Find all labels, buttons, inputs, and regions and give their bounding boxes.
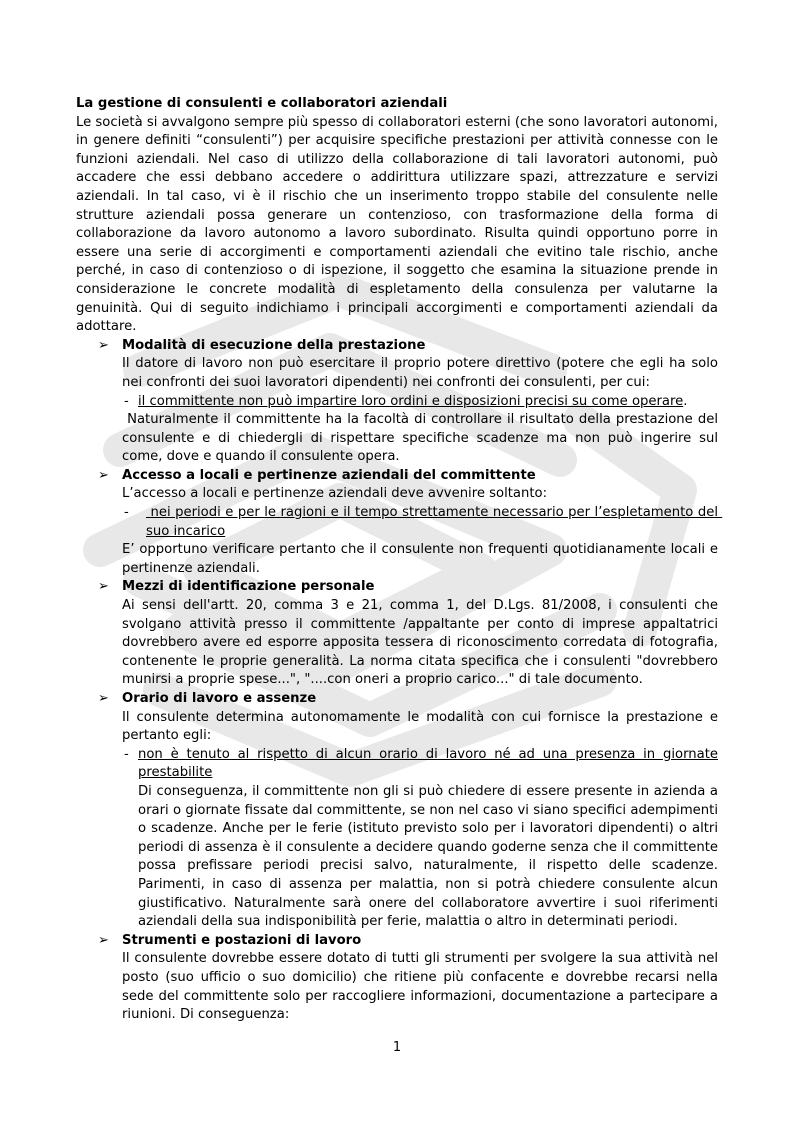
section-mezzi xyxy=(76,578,718,690)
section-heading xyxy=(98,578,718,597)
section-heading xyxy=(98,337,718,356)
dash-item-text: nei periodi e per le ragioni e il tempo strettamente necessario per l’espletamento del suo incarico xyxy=(146,505,723,539)
section-paragraph: Il consulente determina autonomamente le modalità con cui fornisce la prestazione e pertanto egli: xyxy=(122,709,718,744)
section-heading-text: Strumenti e postazioni di lavoro xyxy=(122,932,362,948)
section-orario xyxy=(76,690,718,932)
arrow-bullet-icon: ➢ xyxy=(98,579,109,595)
arrow-bullet-icon: ➢ xyxy=(98,467,109,483)
section-paragraph: Naturalmente il committente ha la facoltà di controllare il risultato della prestazione del consulente e di chiedergli di rispettare specifiche scadenze ma non può ingerire sul come, dove e quando il consulente opera. xyxy=(122,412,723,465)
section-heading xyxy=(98,690,718,709)
dash-item-text: non è tenuto al rispetto di alcun orario di lavoro né ad una presenza in giornate prestabilite xyxy=(138,746,718,781)
section-heading-text: Modalità di esecuzione della prestazione xyxy=(122,337,426,353)
page-number: 1 xyxy=(392,1040,402,1055)
section-heading-text: Accesso a locali e pertinenze aziendali del committente xyxy=(122,467,536,483)
dash-bullet: - xyxy=(124,393,129,409)
document-body xyxy=(76,95,723,1025)
dash-bullet: - xyxy=(124,505,129,521)
section-paragraph: E’ opportuno verificare pertanto che il consulente non frequenti quotidianamente locali e pertinenze aziendali. xyxy=(122,542,718,576)
section-heading xyxy=(98,932,718,951)
section-accesso xyxy=(76,467,723,579)
section-paragraph: Ai sensi dell'artt. 20, comma 3 e 21, comma 1, del D.Lgs. 81/2008, i consulenti che svolgano attività presso il committente /appaltante per conto di imprese appaltatrici dovrebbero avere ed esporre apposita tessera di riconoscimento corredata di fotografia, contenente le proprie generalità. La norma citata specifica che i consulenti "dovrebbero munirsi a proprie spese...", "....con oneri a proprio carico..." di tale documento. xyxy=(122,598,718,688)
section-heading-text: Orario di lavoro e assenze xyxy=(122,691,317,706)
intro-paragraph: Le società si avvalgono sempre più spesso di collaboratori esterni (che sono lavoratori autonomi, in genere definiti “consulenti”) per acquisire specifiche prestazioni per attività connesse con le funzioni aziendali. Nel caso di utilizzo della collaborazione di tali lavoratori autonomi, può accadere che essi debbano accedere o addirittura utilizzare spazi, attrezzature e servizi aziendali. In tal caso, vi è il rischio che un inserimento troppo stabile del consulente nelle strutture aziendali possa generare un contenzioso, con trasformazione della forma di collaborazione da lavoro autonomo a lavoro subordinato. Risulta quindi opportuno porre in essere una serie di accorgimenti e comportamenti aziendali che evitino tale rischio, anche perché, in caso di contenzioso o di ispezione, il soggetto che esamina la situazione prende in considerazione le concrete modalità di espletamento della consulenza per valutarne la genuinità. Qui di seguito indichiamo i principali accorgimenti e comportamenti aziendali da adottare. xyxy=(76,114,718,335)
dash-list-item xyxy=(122,746,718,783)
section-heading-text: Mezzi di identificazione personale xyxy=(122,579,375,595)
arrow-bullet-icon: ➢ xyxy=(98,691,109,706)
section-paragraph: Il consulente dovrebbe essere dotato di tutti gli strumenti per svolgere la sua attività nel posto (suo ufficio o suo domicilio) che ritiene più confacente e dovrebbe recarsi nella sede del committente solo per raccogliere informazioni, documentazione a partecipare a riunioni. Di conseguenza: xyxy=(122,951,718,1023)
dash-list-item xyxy=(122,393,718,412)
arrow-bullet-icon: ➢ xyxy=(98,337,109,353)
section-paragraph: Di conseguenza, il committente non gli si può chiedere di essere presente in azienda a orari o giornate fissate dal committente, se non nel caso vi siano specifici adempimenti o scadenze. Anche per le ferie (istituto previsto solo per i lavoratori dipendenti) o altri periodi di assenza è il consulente a decidere quando goderne senza che il committente possa prefissare periodi precisi salvo, naturalmente, il rispetto delle scadenze. Parimenti, in caso di assenza per malattia, non si potrà chiedere consulente alcun giustificativo. Naturalmente sarà onere del collaboratore avvertire i suoi riferimenti aziendali della sua indisponibilità per ferie, malattia o altro in determinati periodi. xyxy=(138,783,718,930)
section-paragraph: L’accesso a locali e pertinenze aziendali deve avvenire soltanto: xyxy=(122,486,548,502)
document-title: La gestione di consulenti e collaboratori aziendali xyxy=(76,96,448,111)
dash-item-tail: . xyxy=(683,393,688,409)
section-paragraph: Il datore di lavoro non può esercitare il proprio potere direttivo (potere che egli ha solo nei confronti dei suoi lavoratori dipendenti) nei confronti dei consulenti, per cui: xyxy=(122,356,718,390)
dash-bullet: - xyxy=(124,746,129,762)
section-strumenti xyxy=(76,932,718,1025)
section-heading xyxy=(98,467,718,486)
dash-list-item xyxy=(122,504,723,541)
section-modalita xyxy=(76,337,723,467)
arrow-bullet-icon: ➢ xyxy=(98,932,109,948)
dash-item-text: il committente non può impartire loro ordini e disposizioni precisi su come operare xyxy=(138,393,684,409)
